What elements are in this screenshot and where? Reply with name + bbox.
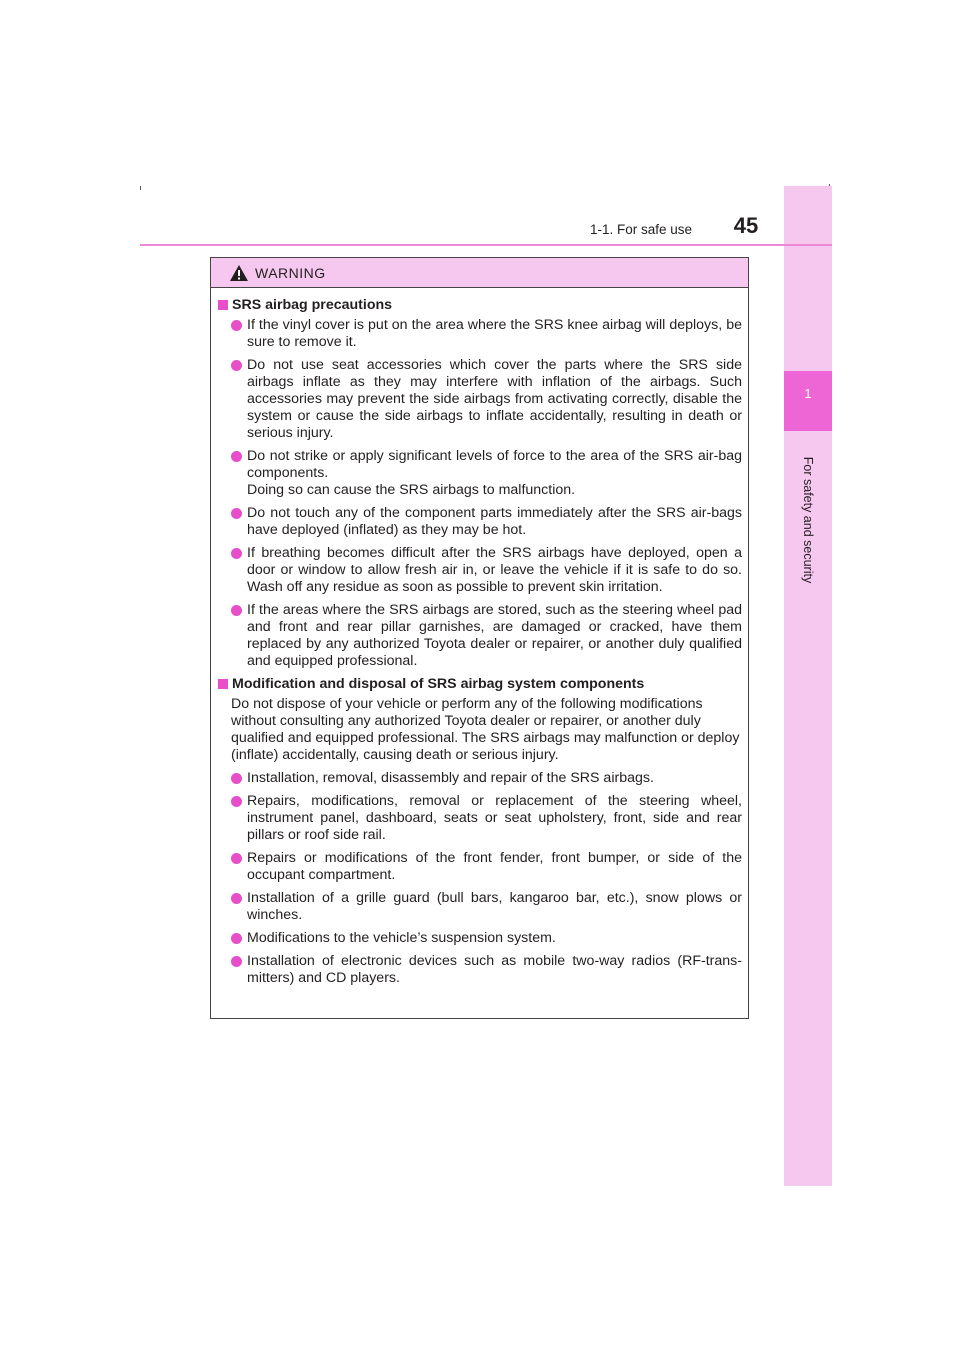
header-rule <box>140 244 832 246</box>
bullet-icon <box>231 773 242 784</box>
list-item-text-line: Do not strike or apply significant levels of force to the area of the SRS air-bag components. <box>247 448 742 481</box>
list-item <box>231 317 742 351</box>
list-item <box>231 448 742 499</box>
bullet-icon <box>231 956 242 967</box>
section-heading <box>218 676 742 693</box>
list-item-text: If breathing becomes difficult after the SRS airbags have deployed, open a door or window to allow fresh air in, or leave the vehicle if it is safe to do so. Wash off any residue as soon as possible to prevent skin irritation. <box>247 545 742 595</box>
section-heading-text: SRS airbag precautions <box>232 297 393 313</box>
list-item <box>231 602 742 670</box>
list-item <box>231 953 742 987</box>
bullet-icon <box>231 548 242 559</box>
section-heading-text: Modification and disposal of SRS airbag system components <box>232 676 645 692</box>
list-item <box>231 357 742 442</box>
warning-box <box>210 257 749 1019</box>
chapter-title: For safety and security <box>801 456 815 584</box>
section-heading <box>218 297 742 314</box>
bullet-icon <box>231 320 242 331</box>
square-bullet-icon <box>218 679 228 689</box>
list-item-text <box>247 448 742 499</box>
chapter-number: 1 <box>804 386 812 401</box>
warning-body <box>211 288 748 987</box>
list-item-text: Installation, removal, disassembly and repair of the SRS airbags. <box>247 770 654 786</box>
list-item-text: If the vinyl cover is put on the area where the SRS knee airbag will deploys, be sure to remove it. <box>247 317 742 350</box>
list-item-text: Repairs, modifications, removal or replacement of the steering wheel, instrument panel, dashboard, seats or seat upholstery, front, side and rear pillars or roof side rail. <box>247 793 742 843</box>
list-item-text: If the areas where the SRS airbags are stored, such as the steering wheel pad and front and rear pillar garnishes, are damaged or cracked, have them replaced by any authorized Toyota dealer or repairer, or another duly qualified and equipped professional. <box>247 602 742 669</box>
list-item <box>231 930 742 947</box>
list-item-text: Do not use seat accessories which cover the parts where the SRS side airbags inflate as they may interfere with inflation of the airbags. Such accessories may prevent the side airbags from activating correctly, disable the system or cause the side airbags to inflate accidentally, resulting in death or serious injury. <box>247 357 742 441</box>
section-title: 1-1. For safe use <box>590 222 693 237</box>
bullet-icon <box>231 605 242 616</box>
bullet-icon <box>231 451 242 462</box>
bullet-icon <box>231 360 242 371</box>
warning-header <box>211 258 748 288</box>
list-item-text: Installation of electronic devices such as mobile two-way radios (RF-trans-mitters) and CD players. <box>247 953 742 986</box>
list-item-text-line: Doing so can cause the SRS airbags to malfunction. <box>247 482 576 498</box>
list-item <box>231 505 742 539</box>
list-item-text: Modifications to the vehicle’s suspension system. <box>247 930 556 946</box>
bullet-icon <box>231 933 242 944</box>
crop-mark <box>140 186 141 190</box>
list-item <box>231 850 742 884</box>
warning-label: WARNING <box>255 264 326 281</box>
warning-triangle-icon <box>229 264 249 282</box>
list-item <box>231 793 742 844</box>
bullet-icon <box>231 796 242 807</box>
list-item-text: Repairs or modifications of the front fender, front bumper, or side of the occupant compartment. <box>247 850 742 883</box>
bullet-icon <box>231 893 242 904</box>
section-intro: Do not dispose of your vehicle or perform any of the following modifications without consulting any authorized Toyota dealer or repairer, or another duly qualified and equipped professional. The SRS airbags may malfunction or deploy (inflate) accidentally, causing death or serious injury. <box>231 696 740 763</box>
square-bullet-icon <box>218 300 228 310</box>
chapter-side-tab <box>784 186 832 1186</box>
bullet-icon <box>231 508 242 519</box>
list-item <box>231 770 742 787</box>
bullet-icon <box>231 853 242 864</box>
page-number: 45 <box>733 213 759 238</box>
list-item-text: Installation of a grille guard (bull bars, kangaroo bar, etc.), snow plows or winches. <box>247 890 742 923</box>
list-item <box>231 890 742 924</box>
list-item <box>231 545 742 596</box>
list-item-text: Do not touch any of the component parts immediately after the SRS air-bags have deployed (inflated) as they may be hot. <box>247 505 742 538</box>
